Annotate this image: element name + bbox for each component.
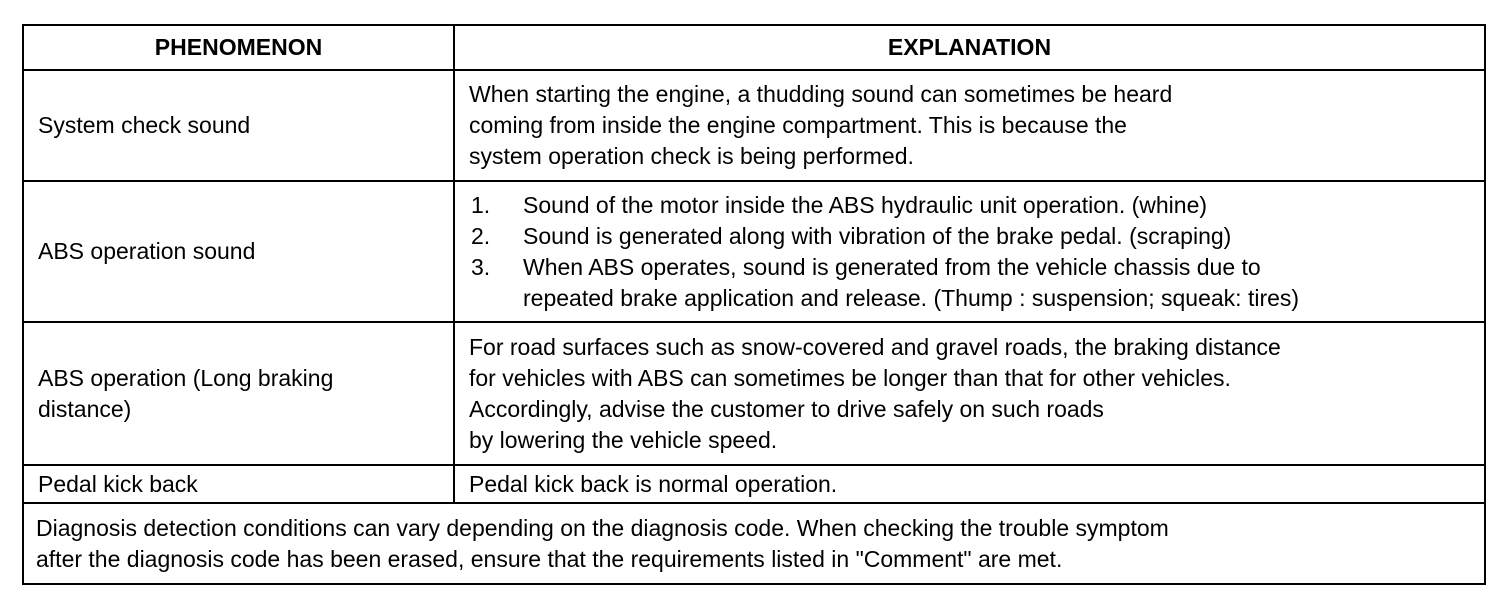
note-line: after the diagnosis code has been erased, ensure that the requirements listed in "Comment" are met.	[36, 545, 1063, 572]
list-item-number: 2.	[471, 222, 491, 249]
column-header-phenomenon: PHENOMENON	[23, 25, 454, 70]
phenomenon-cell	[23, 322, 454, 465]
phenomenon-text: ABS operation (Long braking	[38, 364, 334, 391]
phenomenon-text: distance)	[38, 395, 132, 422]
list-item-text: Sound of the motor inside the ABS hydraulic unit operation. (whine)	[523, 191, 1208, 218]
column-header-explanation: EXPLANATION	[454, 25, 1485, 70]
phenomenon-text: ABS operation sound	[38, 238, 256, 264]
explanation-cell	[454, 181, 1485, 322]
phenomenon-explanation-table	[22, 24, 1486, 585]
list-item-text: Sound is generated along with vibration of the brake pedal. (scraping)	[523, 222, 1232, 249]
table-row	[23, 70, 1485, 181]
explanation-line: For road surfaces such as snow-covered and gravel roads, the braking distance	[469, 333, 1281, 360]
explanation-line: by lowering the vehicle speed.	[469, 426, 778, 453]
explanation-list	[469, 190, 1474, 314]
list-item-line: repeated brake application and release. (Thump : suspension; squeak: tires)	[523, 284, 1300, 311]
list-item-line: When ABS operates, sound is generated from the vehicle chassis due to	[523, 253, 1261, 280]
phenomenon-cell	[23, 70, 454, 181]
explanation-line: Accordingly, advise the customer to drive safely on such roads	[469, 395, 1104, 422]
table-row	[23, 181, 1485, 322]
note-line: Diagnosis detection conditions can vary depending on the diagnosis code. When checking the trouble symptom	[36, 514, 1169, 541]
table-row	[23, 322, 1485, 465]
explanation-line: for vehicles with ABS can sometimes be longer than that for other vehicles.	[469, 364, 1231, 391]
list-item-number: 1.	[471, 191, 491, 218]
list-item	[469, 190, 1474, 221]
phenomenon-cell	[23, 465, 454, 503]
phenomenon-text: Pedal kick back	[38, 470, 198, 497]
explanation-line: When starting the engine, a thudding sound can sometimes be heard	[469, 81, 1173, 107]
list-item-number: 3.	[471, 253, 491, 280]
table-header-row	[23, 25, 1485, 70]
note-cell	[23, 503, 1485, 584]
explanation-cell	[454, 70, 1485, 181]
explanation-line: system operation check is being performed.	[469, 143, 914, 169]
table-row	[23, 465, 1485, 503]
phenomenon-text: System check sound	[38, 112, 251, 138]
explanation-line: coming from inside the engine compartment. This is because the	[469, 112, 1127, 138]
explanation-cell	[454, 465, 1485, 503]
explanation-line: Pedal kick back is normal operation.	[469, 470, 838, 497]
explanation-cell	[454, 322, 1485, 465]
phenomenon-cell	[23, 181, 454, 322]
note-row	[23, 503, 1485, 584]
list-item	[469, 252, 1474, 314]
list-item	[469, 221, 1474, 252]
list-item-text	[523, 252, 1474, 314]
